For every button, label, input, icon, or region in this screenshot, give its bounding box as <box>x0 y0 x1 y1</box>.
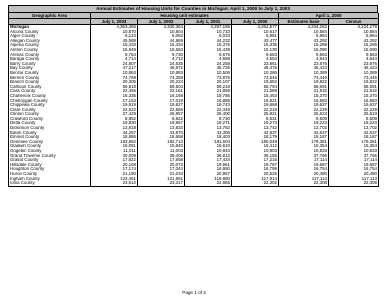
value-cell: 8,531 <box>232 117 279 122</box>
value-cell: 4,653 <box>232 57 279 62</box>
area-name: Huron County <box>9 172 91 177</box>
value-cell: 23,876 <box>329 62 379 67</box>
value-cell: 180,049 <box>232 140 279 145</box>
value-cell: 19,271 <box>185 121 232 126</box>
value-cell: 15,376 <box>185 43 232 48</box>
area-name: Calhoun County <box>9 85 91 90</box>
value-cell: 4,340,364 <box>138 25 185 30</box>
value-cell: 58,794 <box>232 85 279 90</box>
value-cell: 15,433 <box>91 43 138 48</box>
value-cell: 16,168 <box>138 94 185 99</box>
value-cell: 15,354 <box>279 144 329 149</box>
value-cell: 25,821 <box>232 112 279 117</box>
value-cell: 19,687 <box>329 163 379 168</box>
area-name: Alger County <box>9 34 91 39</box>
value-cell: 21,190 <box>91 172 138 177</box>
value-cell: 15,434 <box>138 43 185 48</box>
value-cell: 15,663 <box>138 48 185 53</box>
value-cell: 59,504 <box>138 85 185 90</box>
value-cell: 16,799 <box>232 167 279 172</box>
value-cell: 10,733 <box>185 30 232 35</box>
value-cell: 11,003 <box>138 149 185 154</box>
value-cell: 17,174 <box>91 167 138 172</box>
value-cell: 19,223 <box>329 121 379 126</box>
value-cell: 43,477 <box>232 39 279 44</box>
area-name: Alpena County <box>9 43 91 48</box>
value-cell: 19,919 <box>91 103 138 108</box>
value-cell: 8,730 <box>185 117 232 122</box>
value-cell: 4,643 <box>329 57 379 62</box>
value-cell: 22,161 <box>138 89 185 94</box>
value-cell: 13,702 <box>329 126 379 131</box>
value-cell: 16,583 <box>279 99 329 104</box>
value-cell: 18,403 <box>185 135 232 140</box>
value-cell: 15,438 <box>185 48 232 53</box>
value-cell: 20,525 <box>232 172 279 177</box>
area-name: Berrien County <box>9 76 91 81</box>
value-cell: 4,363,456 <box>91 25 138 30</box>
column-header: July 1, 2000 <box>232 19 279 25</box>
value-cell: 18,658 <box>138 135 185 140</box>
value-cell: 6,033 <box>185 34 232 39</box>
value-cell: 11,011 <box>91 149 138 154</box>
value-cell: 22,455 <box>91 89 138 94</box>
value-cell: 4,714 <box>91 57 138 62</box>
value-cell: 181,604 <box>185 140 232 145</box>
value-cell: 4,643 <box>279 57 329 62</box>
value-cell: 45,588 <box>91 39 138 44</box>
value-cell: 19,637 <box>279 103 329 108</box>
value-cell: 46,726 <box>185 66 232 71</box>
value-cell: 74,359 <box>138 76 185 81</box>
value-cell: 46,476 <box>232 66 279 71</box>
value-cell: 23,876 <box>279 62 329 67</box>
value-cell: 4,262,677 <box>232 25 279 30</box>
value-cell: 25,623 <box>279 112 329 117</box>
value-cell: 42,637 <box>279 131 329 136</box>
value-cell: 9,583 <box>232 53 279 58</box>
value-cell: 20,168 <box>91 163 138 168</box>
value-cell: 46,972 <box>138 66 185 71</box>
area-name: Hillsdale County <box>9 163 91 168</box>
value-cell: 4,297,185 <box>185 25 232 30</box>
value-cell: 17,044 <box>138 167 185 172</box>
value-cell: 19,857 <box>138 121 185 126</box>
column-header: Estimates base <box>279 19 329 25</box>
value-cell: 73,445 <box>279 76 329 81</box>
value-cell: 16,583 <box>329 99 379 104</box>
value-cell: 13,702 <box>279 126 329 131</box>
value-cell: 58,691 <box>329 85 379 90</box>
area-name: Crawford County <box>9 117 91 122</box>
value-cell: 5,964 <box>329 34 379 39</box>
value-cell: 15,453 <box>232 94 279 99</box>
value-cell: 20,073 <box>138 163 185 168</box>
value-cell: 43,870 <box>138 131 185 136</box>
value-cell: 13,818 <box>91 126 138 131</box>
area-name: Clare County <box>9 108 91 113</box>
value-cell: 43,306 <box>185 131 232 136</box>
area-name: Delta County <box>9 121 91 126</box>
value-cell: 9,676 <box>185 53 232 58</box>
value-cell: 25,623 <box>329 112 379 117</box>
value-cell: 8,822 <box>138 117 185 122</box>
area-name: Charlevoix County <box>9 94 91 99</box>
value-cell: 10,883 <box>138 71 185 76</box>
value-cell: 20,867 <box>185 172 232 177</box>
value-cell: 10,870 <box>91 30 138 35</box>
value-cell: 21,532 <box>329 89 379 94</box>
value-cell: 22,229 <box>329 108 379 113</box>
value-cell: 22,449 <box>185 108 232 113</box>
value-cell: 22,219 <box>232 108 279 113</box>
value-cell: 22,865 <box>185 181 232 186</box>
area-name: Arenac County <box>9 53 91 58</box>
value-cell: 18,187 <box>329 135 379 140</box>
value-cell: 24,258 <box>185 62 232 67</box>
value-cell: 179,381 <box>279 140 329 145</box>
area-name: Chippewa County <box>9 103 91 108</box>
value-cell: 74,769 <box>91 76 138 81</box>
value-cell: 17,153 <box>91 99 138 104</box>
value-cell: 73,445 <box>329 76 379 81</box>
housing-group-header: Housing unit estimates <box>91 13 279 19</box>
value-cell: 117,914 <box>232 177 279 182</box>
value-cell: 9,730 <box>138 53 185 58</box>
value-cell: 37,766 <box>279 154 329 159</box>
area-name: Benzie County <box>9 71 91 76</box>
value-cell: 44,869 <box>138 39 185 44</box>
value-cell: 15,786 <box>185 94 232 99</box>
value-cell: 22,308 <box>329 181 379 186</box>
geo-header: Geographic Area <box>9 13 91 19</box>
value-cell: 10,506 <box>185 71 232 76</box>
value-cell: 15,949 <box>91 48 138 53</box>
value-cell: 15,090 <box>329 48 379 53</box>
value-cell: 13,762 <box>185 126 232 131</box>
area-name: Ingham County <box>9 177 91 182</box>
value-cell: 10,389 <box>279 71 329 76</box>
value-cell: 6,083 <box>138 34 185 39</box>
value-cell: 19,822 <box>329 80 379 85</box>
value-cell: 15,289 <box>279 43 329 48</box>
value-cell: 46,423 <box>329 66 379 71</box>
value-cell: 10,389 <box>329 71 379 76</box>
column-header: Census <box>329 19 379 25</box>
value-cell: 43,292 <box>329 39 379 44</box>
value-cell: 44,257 <box>91 131 138 136</box>
value-cell: 23,861 <box>232 62 279 67</box>
value-cell: 17,215 <box>232 158 279 163</box>
area-name: Allegan County <box>9 39 91 44</box>
value-cell: 39,406 <box>138 154 185 159</box>
value-cell: 19,273 <box>232 121 279 126</box>
area-name: Gogebic County <box>9 149 91 154</box>
value-cell: 15,412 <box>232 144 279 149</box>
value-cell: 17,114 <box>329 158 379 163</box>
value-cell: 15,840 <box>138 144 185 149</box>
value-cell: 18,886 <box>91 135 138 140</box>
value-cell: 8,852 <box>91 117 138 122</box>
area-name: Antrim County <box>9 48 91 53</box>
value-cell: 4,712 <box>138 57 185 62</box>
april-group-header: April 1, 2000 <box>279 13 379 19</box>
value-cell: 22,308 <box>279 181 329 186</box>
value-cell: 19,223 <box>279 121 329 126</box>
value-cell: 10,386 <box>232 71 279 76</box>
value-cell: 16,754 <box>279 167 329 172</box>
value-cell: 43,292 <box>279 39 329 44</box>
value-cell: 10,584 <box>329 30 379 35</box>
value-cell: 121,851 <box>138 177 185 182</box>
value-cell: 16,335 <box>91 94 138 99</box>
value-cell: 21,033 <box>138 172 185 177</box>
value-cell: 24,635 <box>138 62 185 67</box>
value-cell: 19,668 <box>232 103 279 108</box>
value-cell: 10,903 <box>232 149 279 154</box>
value-cell: 183,862 <box>91 140 138 145</box>
area-name: Barry County <box>9 62 91 67</box>
value-cell: 73,876 <box>185 76 232 81</box>
value-cell: 20,224 <box>138 80 185 85</box>
value-cell: 4,234,252 <box>279 25 329 30</box>
value-cell: 15,289 <box>329 43 379 48</box>
value-cell: 119,880 <box>185 177 232 182</box>
value-cell: 17,822 <box>91 158 138 163</box>
value-cell: 182,713 <box>138 140 185 145</box>
column-header: July 1, 2003 <box>91 19 138 25</box>
value-cell: 22,566 <box>138 108 185 113</box>
area-name: Michigan <box>9 25 91 30</box>
value-cell: 9,563 <box>329 53 379 58</box>
value-cell: 22,302 <box>232 181 279 186</box>
area-name: Branch County <box>9 80 91 85</box>
value-cell: 13,833 <box>138 126 185 131</box>
value-cell: 22,229 <box>279 108 329 113</box>
value-cell: 19,827 <box>138 103 185 108</box>
value-cell: 40,009 <box>91 154 138 159</box>
value-cell: 8,509 <box>279 117 329 122</box>
value-cell: 38,812 <box>185 154 232 159</box>
sheet-title: Annual Estimates of Housing Units for Counties in Michigan: April 1, 2000 to July 1, 2003 <box>8 5 378 13</box>
value-cell: 44,232 <box>185 39 232 44</box>
area-name: Dickinson County <box>9 126 91 131</box>
value-cell: 6,123 <box>91 34 138 39</box>
area-name: Houghton County <box>9 167 91 172</box>
value-cell: 16,885 <box>185 99 232 104</box>
value-cell: 19,787 <box>232 163 279 168</box>
value-cell: 15,610 <box>185 144 232 149</box>
value-cell: 17,658 <box>138 158 185 163</box>
value-cell: 117,113 <box>329 177 379 182</box>
value-cell: 15,336 <box>232 43 279 48</box>
area-name: Baraga County <box>9 57 91 62</box>
page-footer: Page 1 of 3 <box>182 290 206 295</box>
value-cell: 10,833 <box>279 149 329 154</box>
value-cell: 117,113 <box>279 177 329 182</box>
value-cell: 19,830 <box>91 121 138 126</box>
value-cell: 19,687 <box>279 163 329 168</box>
table-row <box>9 181 379 186</box>
value-cell: 58,691 <box>279 85 329 90</box>
area-name: Clinton County <box>9 112 91 117</box>
column-header: July 1, 2001 <box>185 19 232 25</box>
value-cell: 20,305 <box>91 80 138 85</box>
value-cell: 19,743 <box>185 103 232 108</box>
value-cell: 21,589 <box>232 89 279 94</box>
area-name: Grand Traverse County <box>9 154 91 159</box>
column-header: July 1, 2002 <box>138 19 185 25</box>
value-cell: 59,818 <box>91 85 138 90</box>
value-cell: 10,617 <box>232 30 279 35</box>
value-cell: 15,370 <box>329 94 379 99</box>
area-name: Eaton County <box>9 131 91 136</box>
value-cell: 17,114 <box>279 158 329 163</box>
area-name: Bay County <box>9 66 91 71</box>
value-cell: 13,742 <box>232 126 279 131</box>
area-name: Ionia County <box>9 181 91 186</box>
value-cell: 4,234,279 <box>329 25 379 30</box>
value-cell: 5,981 <box>232 34 279 39</box>
value-cell: 10,943 <box>185 149 232 154</box>
value-cell: 10,804 <box>138 30 185 35</box>
value-cell: 26,957 <box>138 112 185 117</box>
value-cell: 47,217 <box>91 66 138 71</box>
value-cell: 21,532 <box>279 89 329 94</box>
value-cell: 15,370 <box>279 94 329 99</box>
value-cell: 16,081 <box>91 144 138 149</box>
value-cell: 22,622 <box>91 108 138 113</box>
value-cell: 23,317 <box>138 181 185 186</box>
value-cell: 19,822 <box>279 80 329 85</box>
value-cell: 21,856 <box>185 89 232 94</box>
value-cell: 19,652 <box>232 80 279 85</box>
value-cell: 17,019 <box>138 99 185 104</box>
value-cell: 59,218 <box>185 85 232 90</box>
housing-table <box>8 13 379 187</box>
value-cell: 15,090 <box>279 48 329 53</box>
value-cell: 15,130 <box>232 48 279 53</box>
value-cell: 18,187 <box>279 135 329 140</box>
value-cell: 23,612 <box>91 181 138 186</box>
spreadsheet <box>8 5 378 187</box>
area-name: Cheboygan County <box>9 99 91 104</box>
value-cell: 9,764 <box>91 53 138 58</box>
value-cell: 9,563 <box>279 53 329 58</box>
value-cell: 26,400 <box>185 112 232 117</box>
value-cell: 19,961 <box>185 163 232 168</box>
value-cell: 123,451 <box>91 177 138 182</box>
value-cell: 16,621 <box>232 99 279 104</box>
value-cell: 8,509 <box>329 117 379 122</box>
value-cell: 20,480 <box>329 172 379 177</box>
value-cell: 38,155 <box>232 154 279 159</box>
value-cell: 73,546 <box>232 76 279 81</box>
value-cell: 16,950 <box>185 167 232 172</box>
area-name: Cass County <box>9 89 91 94</box>
area-name: Gladwin County <box>9 144 91 149</box>
value-cell: 10,584 <box>279 30 329 35</box>
value-cell: 16,754 <box>329 167 379 172</box>
area-name: Emmet County <box>9 135 91 140</box>
value-cell: 5,964 <box>279 34 329 39</box>
value-cell: 4,688 <box>185 57 232 62</box>
area-name: Alcona County <box>9 30 91 35</box>
value-cell: 24,807 <box>91 62 138 67</box>
value-cell: 15,354 <box>329 144 379 149</box>
value-cell: 19,637 <box>329 103 379 108</box>
value-cell: 37,766 <box>329 154 379 159</box>
value-cell: 20,107 <box>185 80 232 85</box>
value-cell: 179,381 <box>329 140 379 145</box>
value-cell: 20,480 <box>279 172 329 177</box>
value-cell: 42,837 <box>232 131 279 136</box>
area-name: Gratiot County <box>9 158 91 163</box>
value-cell: 10,833 <box>329 149 379 154</box>
area-name: Genesee County <box>9 140 91 145</box>
value-cell: 42,637 <box>329 131 379 136</box>
value-cell: 27,429 <box>91 112 138 117</box>
value-cell: 46,423 <box>279 66 329 71</box>
value-cell: 18,179 <box>232 135 279 140</box>
value-cell: 17,434 <box>185 158 232 163</box>
value-cell: 10,863 <box>91 71 138 76</box>
